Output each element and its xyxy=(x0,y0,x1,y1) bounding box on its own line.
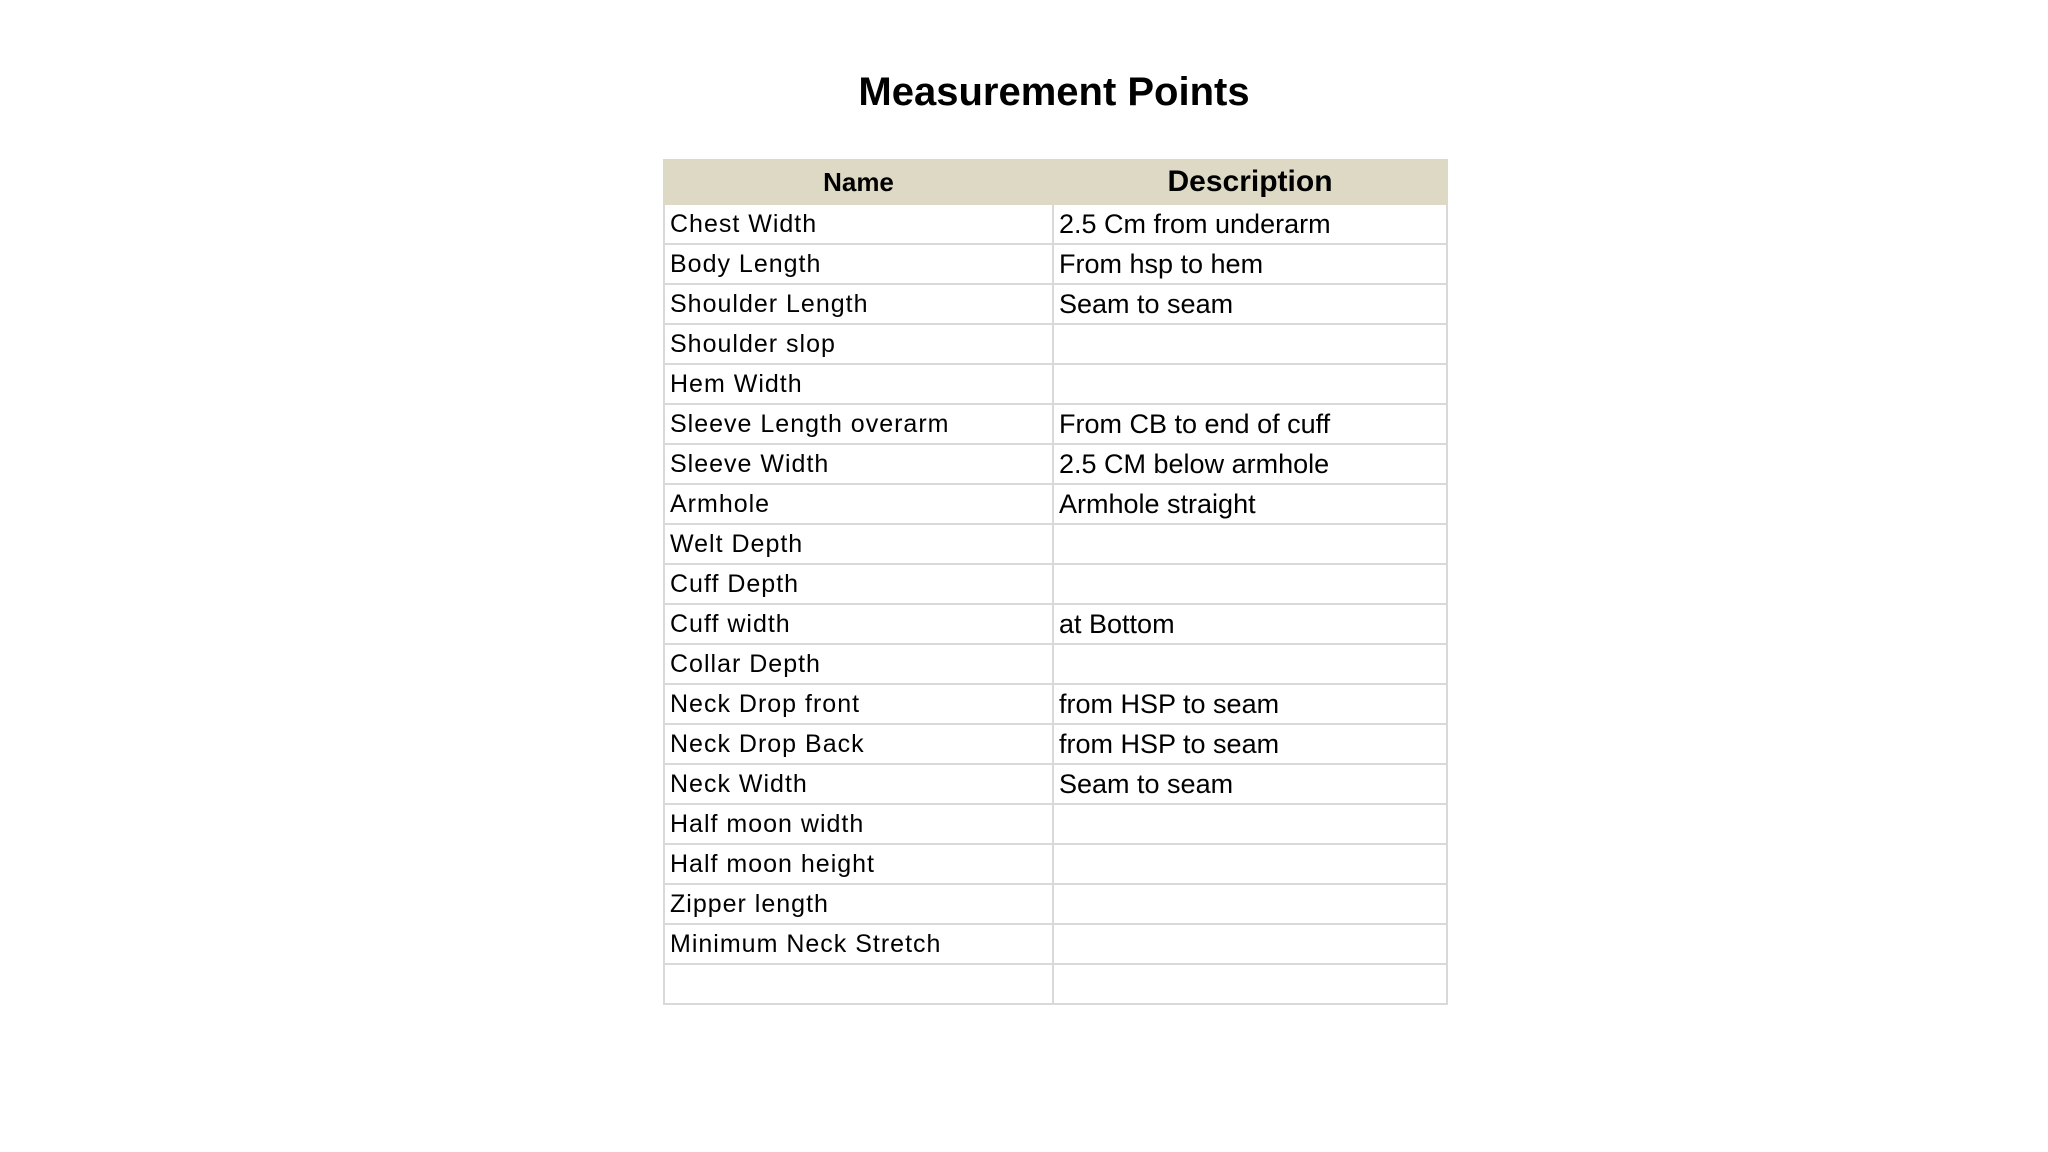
measurement-description-cell xyxy=(1053,644,1447,684)
table-row xyxy=(664,964,1447,1004)
table-row xyxy=(664,204,1447,244)
measurement-name-cell: Hem Width xyxy=(664,364,1053,404)
measurement-description-cell xyxy=(1053,844,1447,884)
table-row xyxy=(664,444,1447,484)
measurement-description-cell: 2.5 CM below armhole xyxy=(1053,444,1447,484)
measurement-name-cell: Neck Drop Back xyxy=(664,724,1053,764)
measurement-description-cell: From CB to end of cuff xyxy=(1053,404,1447,444)
table-row xyxy=(664,524,1447,564)
measurement-description-cell xyxy=(1053,564,1447,604)
table-row xyxy=(664,684,1447,724)
column-header-name: Name xyxy=(664,160,1053,204)
measurement-description-cell: Armhole straight xyxy=(1053,484,1447,524)
measurement-description-cell xyxy=(1053,964,1447,1004)
measurement-description-cell xyxy=(1053,924,1447,964)
measurement-name-cell: Sleeve Length overarm xyxy=(664,404,1053,444)
measurement-name-cell: Minimum Neck Stretch xyxy=(664,924,1053,964)
table-row xyxy=(664,364,1447,404)
measurement-name-cell: Collar Depth xyxy=(664,644,1053,684)
table-row xyxy=(664,724,1447,764)
table-row xyxy=(664,804,1447,844)
table-row xyxy=(664,644,1447,684)
measurement-description-cell: at Bottom xyxy=(1053,604,1447,644)
table-row xyxy=(664,884,1447,924)
measurement-description-cell: from HSP to seam xyxy=(1053,684,1447,724)
table-row xyxy=(664,244,1447,284)
column-header-description: Description xyxy=(1053,160,1447,204)
measurement-description-cell: from HSP to seam xyxy=(1053,724,1447,764)
measurement-points-table xyxy=(663,159,1448,1005)
measurement-description-cell: Seam to seam xyxy=(1053,284,1447,324)
measurement-name-cell: Welt Depth xyxy=(664,524,1053,564)
measurement-name-cell: Neck Width xyxy=(664,764,1053,804)
measurement-description-cell xyxy=(1053,884,1447,924)
measurement-description-cell: From hsp to hem xyxy=(1053,244,1447,284)
measurement-description-cell: Seam to seam xyxy=(1053,764,1447,804)
measurement-name-cell xyxy=(664,964,1053,1004)
page-title: Measurement Points xyxy=(858,70,1250,114)
table-row xyxy=(664,844,1447,884)
table-row xyxy=(664,764,1447,804)
measurement-name-cell: Armhole xyxy=(664,484,1053,524)
measurement-name-cell: Sleeve Width xyxy=(664,444,1053,484)
measurement-name-cell: Neck Drop front xyxy=(664,684,1053,724)
table-header-row xyxy=(664,160,1447,204)
table-body xyxy=(664,204,1447,1004)
table-row xyxy=(664,924,1447,964)
measurement-name-cell: Shoulder Length xyxy=(664,284,1053,324)
measurement-description-cell xyxy=(1053,524,1447,564)
table-row xyxy=(664,564,1447,604)
table-row xyxy=(664,484,1447,524)
measurement-name-cell: Zipper length xyxy=(664,884,1053,924)
table-row xyxy=(664,324,1447,364)
measurement-name-cell: Cuff width xyxy=(664,604,1053,644)
measurement-name-cell: Cuff Depth xyxy=(664,564,1053,604)
measurement-name-cell: Half moon height xyxy=(664,844,1053,884)
table-row xyxy=(664,604,1447,644)
measurement-name-cell: Body Length xyxy=(664,244,1053,284)
measurement-name-cell: Chest Width xyxy=(664,204,1053,244)
table-row xyxy=(664,284,1447,324)
measurement-name-cell: Half moon width xyxy=(664,804,1053,844)
table-row xyxy=(664,404,1447,444)
measurement-description-cell xyxy=(1053,804,1447,844)
measurement-description-cell: 2.5 Cm from underarm xyxy=(1053,204,1447,244)
measurement-description-cell xyxy=(1053,364,1447,404)
measurement-description-cell xyxy=(1053,324,1447,364)
measurement-name-cell: Shoulder slop xyxy=(664,324,1053,364)
